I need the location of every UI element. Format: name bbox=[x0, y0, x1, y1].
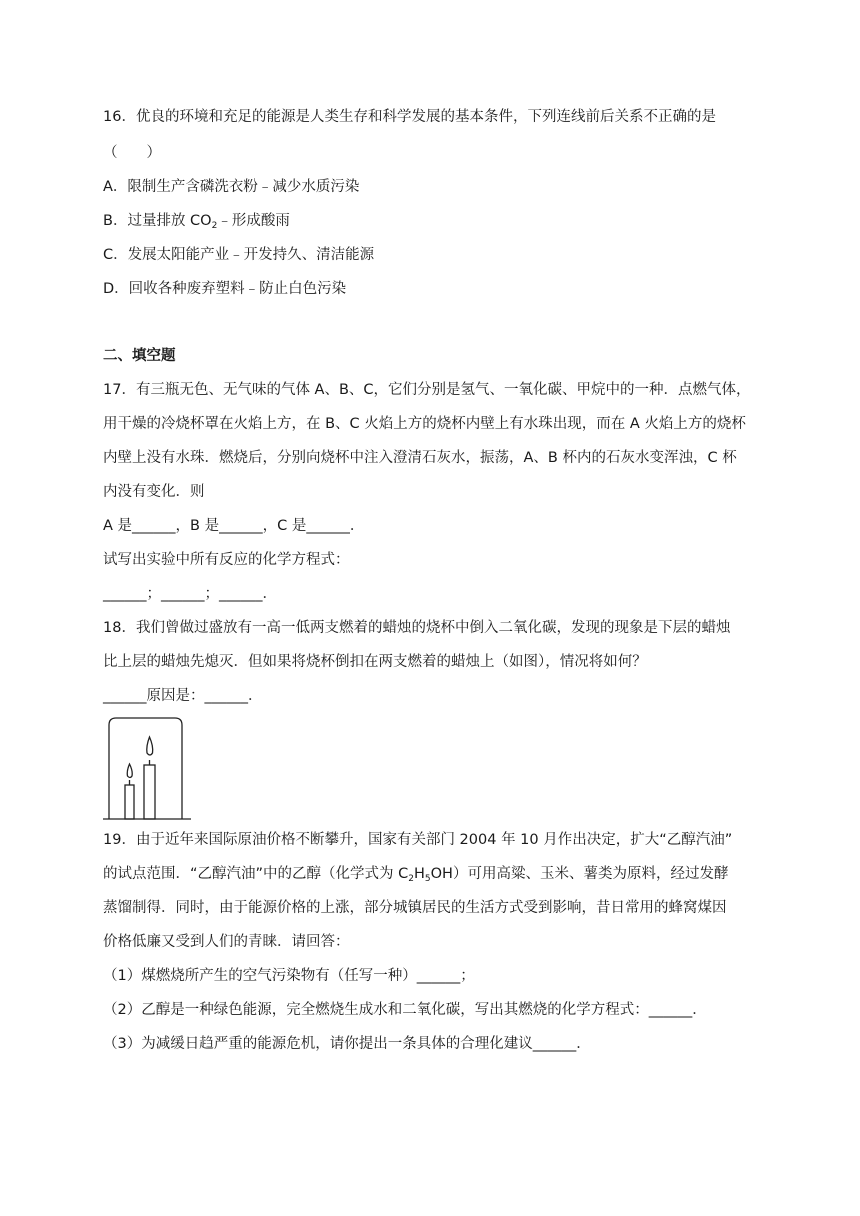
q17-blanks-abc: A 是______，B 是______，C 是______． bbox=[103, 518, 365, 534]
q19-line2 bbox=[103, 864, 728, 884]
q16-option-b-suffix: ﹣形成酸雨 bbox=[217, 213, 290, 229]
q16-option-c: C．发展太阳能产业﹣开发持久、清洁能源 bbox=[103, 247, 375, 263]
q19-line3: 蒸馏制得．同时，由于能源价格的上涨，部分城镇居民的生活方式受到影响，昔日常用的蜂窝煤因 bbox=[103, 900, 727, 916]
q19-part2: （2）乙醇是一种绿色能源，完全燃烧生成水和二氧化碳，写出其燃烧的化学方程式：______． bbox=[103, 1002, 707, 1018]
q19-line1: 19．由于近年来国际原油价格不断攀升，国家有关部门 2004 年 10 月作出决定，扩大“乙醇汽油” bbox=[103, 832, 733, 848]
q19-subscript-1: 2 bbox=[408, 874, 414, 884]
q16-option-b bbox=[103, 211, 290, 231]
q19-line2-suffix: OH）可用高粱、玉米、薯类为原料，经过发酵 bbox=[430, 866, 729, 882]
q19-part3: （3）为减缓日趋严重的能源危机，请你提出一条具体的合理化建议______． bbox=[103, 1036, 591, 1052]
q17-line6: 试写出实验中所有反应的化学方程式： bbox=[103, 552, 350, 568]
q16-option-b-subscript: 2 bbox=[211, 221, 218, 231]
q16-option-a: A．限制生产含磷洗衣粉﹣减少水质污染 bbox=[103, 179, 360, 195]
q19-line4: 价格低廉又受到人们的青睐．请回答： bbox=[103, 934, 350, 950]
q17-line4: 内没有变化．则 bbox=[103, 484, 205, 500]
candles-beaker-figure bbox=[103, 715, 193, 821]
q16-option-d: D．回收各种废弃塑料﹣防止白色污染 bbox=[103, 281, 347, 297]
q16-stem-line1: 16．优良的环境和充足的能源是人类生存和科学发展的基本条件，下列连线前后关系不正确的是 bbox=[103, 109, 716, 125]
q17-line2: 用干燥的冷烧杯罩在火焰上方，在 B、C 火焰上方的烧杯内壁上有水珠出现，而在 A 火焰上方的烧杯 bbox=[103, 416, 746, 432]
section-heading-fill-in: 二、填空题 bbox=[103, 348, 176, 364]
q17-line3: 内壁上没有水珠．燃烧后，分别向烧杯中注入澄清石灰水，振荡，A、B 杯内的石灰水变浑浊，C 杯 bbox=[103, 450, 737, 466]
q16-option-b-prefix: B．过量排放 CO bbox=[103, 213, 212, 229]
q19-part1: （1）煤燃烧所产生的空气污染物有（任写一种）______； bbox=[103, 968, 475, 984]
q19-line2-prefix: 的试点范围．“乙醇汽油”中的乙醇（化学式为 C bbox=[103, 866, 409, 882]
q18-line1: 18．我们曾做过盛放有一高一低两支燃着的蜡烛的烧杯中倒入二氧化碳，发现的现象是下层的蜡烛 bbox=[103, 620, 731, 636]
q17-equation-blanks: ______；______；______． bbox=[103, 586, 277, 602]
q16-stem-line2: （ ） bbox=[103, 145, 161, 161]
q18-line3: ______原因是：______． bbox=[103, 688, 263, 704]
q19-subscript-2: 5 bbox=[424, 874, 431, 884]
q17-line1: 17．有三瓶无色、无气味的气体 A、B、C，它们分别是氢气、一氧化碳、甲烷中的一种．点燃气体， bbox=[103, 382, 751, 398]
q19-line2-mid: H bbox=[414, 866, 425, 882]
q18-line2: 比上层的蜡烛先熄灭．但如果将烧杯倒扣在两支燃着的蜡烛上（如图），情况将如何？ bbox=[103, 654, 647, 670]
